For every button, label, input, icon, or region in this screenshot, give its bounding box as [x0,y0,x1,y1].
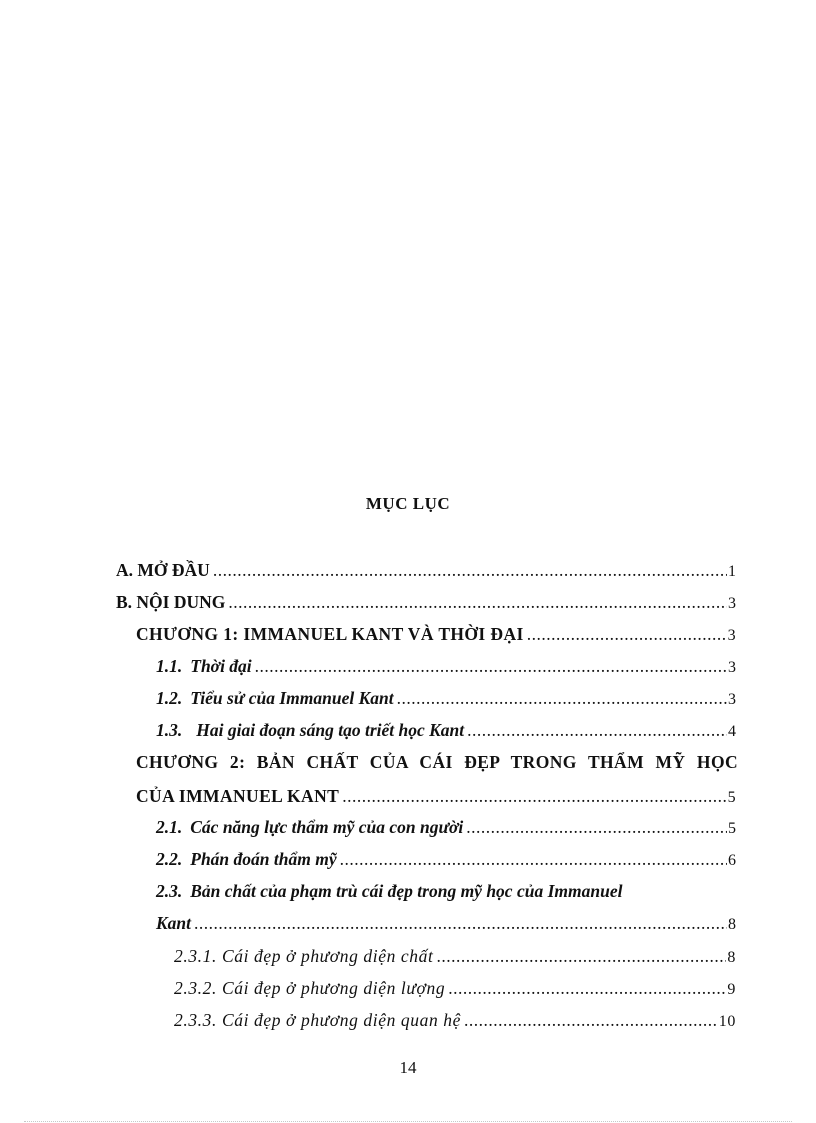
dot-leader [467,720,727,741]
dot-leader [228,592,727,613]
dot-leader [213,560,727,581]
toc-entry-label: Hai giai đoạn sáng tạo triết học Kant [196,720,465,740]
dot-leader [397,688,727,709]
toc-entry-2-2[interactable] [156,849,736,870]
page-number: 14 [399,1058,417,1077]
toc-page-number: 9 [727,981,736,998]
toc-entry-label: A. MỞ ĐẦU [116,560,210,580]
toc-entry-label: B. NỘI DUNG [116,592,226,612]
dot-leader [194,913,727,934]
toc-entry-2-3-3[interactable] [174,1010,736,1031]
toc-page-number: 3 [728,659,736,676]
dot-leader [342,786,726,807]
toc-section-number: 2.2. [156,849,183,869]
toc-section-number: 1.2. [156,688,183,708]
dot-leader [340,849,727,870]
toc-entry-1-2[interactable] [156,688,736,709]
dot-leader [436,946,726,967]
toc-entry-1-1[interactable] [156,656,736,677]
toc-entry-label: 2.3.1. Cái đẹp ở phương diện chất [174,946,434,966]
toc-entry-label: Bản chất của phạm trù cái đẹp trong mỹ học của Immanuel [190,881,623,901]
toc-page-number: 3 [728,595,736,612]
toc-entry-label: CHƯƠNG 1: IMMANUEL KANT VÀ THỜI ĐẠI [136,624,524,644]
toc-entry-label: Thời đại [190,656,252,676]
toc-entry-2-3-2[interactable] [174,978,736,999]
toc-section-number: 2.1. [156,817,183,837]
toc-page-number: 8 [728,916,736,933]
toc-section-number: 1.1. [156,656,183,676]
toc-title: MỤC LỤC [365,494,451,513]
toc-page-number: 3 [727,627,736,644]
toc-entry-label: Các năng lực thẩm mỹ của con người [190,817,464,837]
toc-entry-chapter-1[interactable] [136,624,736,645]
footer-divider [24,1121,792,1122]
dot-leader [448,978,726,999]
toc-section-number: 2.3. [156,881,183,901]
toc-page-number: 3 [728,691,736,708]
toc-page-number: 4 [728,723,736,740]
toc-page-number: 5 [728,820,736,837]
toc-entry-chapter-2-line1[interactable]: CHƯƠNG 2: BẢN CHẤT CỦA CÁI ĐẸP TRONG THẨM MỸ HỌC [136,752,738,772]
toc-entry-chapter-2[interactable] [136,786,736,807]
toc-entry-1-3[interactable] [156,720,736,741]
toc-page-number: 6 [728,852,736,869]
toc-entry-label: 2.3.3. Cái đẹp ở phương diện quan hệ [174,1010,462,1030]
toc-entry-2-3-1[interactable] [174,946,736,967]
dot-leader [466,817,727,838]
toc-page-number: 1 [728,563,736,580]
toc-section-number: 1.3. [156,720,183,740]
toc-entry-a[interactable] [116,560,736,581]
dot-leader [527,624,727,645]
toc-entry-label: CỦA IMMANUEL KANT [136,786,340,806]
toc-page-number: 8 [727,949,736,966]
toc-entry-label: Tiểu sử của Immanuel Kant [190,688,394,708]
dot-leader [464,1010,718,1031]
dot-leader [255,656,727,677]
toc-page-number: 10 [718,1013,736,1030]
toc-entry-label: Kant [156,913,192,933]
toc-entry-b[interactable] [116,592,736,613]
toc-entry-label: Phán đoán thẩm mỹ [190,849,337,869]
toc-entry-2-1[interactable] [156,817,736,838]
toc-page-number: 5 [727,789,736,806]
toc-entry-2-3[interactable] [156,913,736,934]
toc-entry-2-3-line1[interactable] [156,881,622,902]
toc-entry-label: 2.3.2. Cái đẹp ở phương diện lượng [174,978,446,998]
